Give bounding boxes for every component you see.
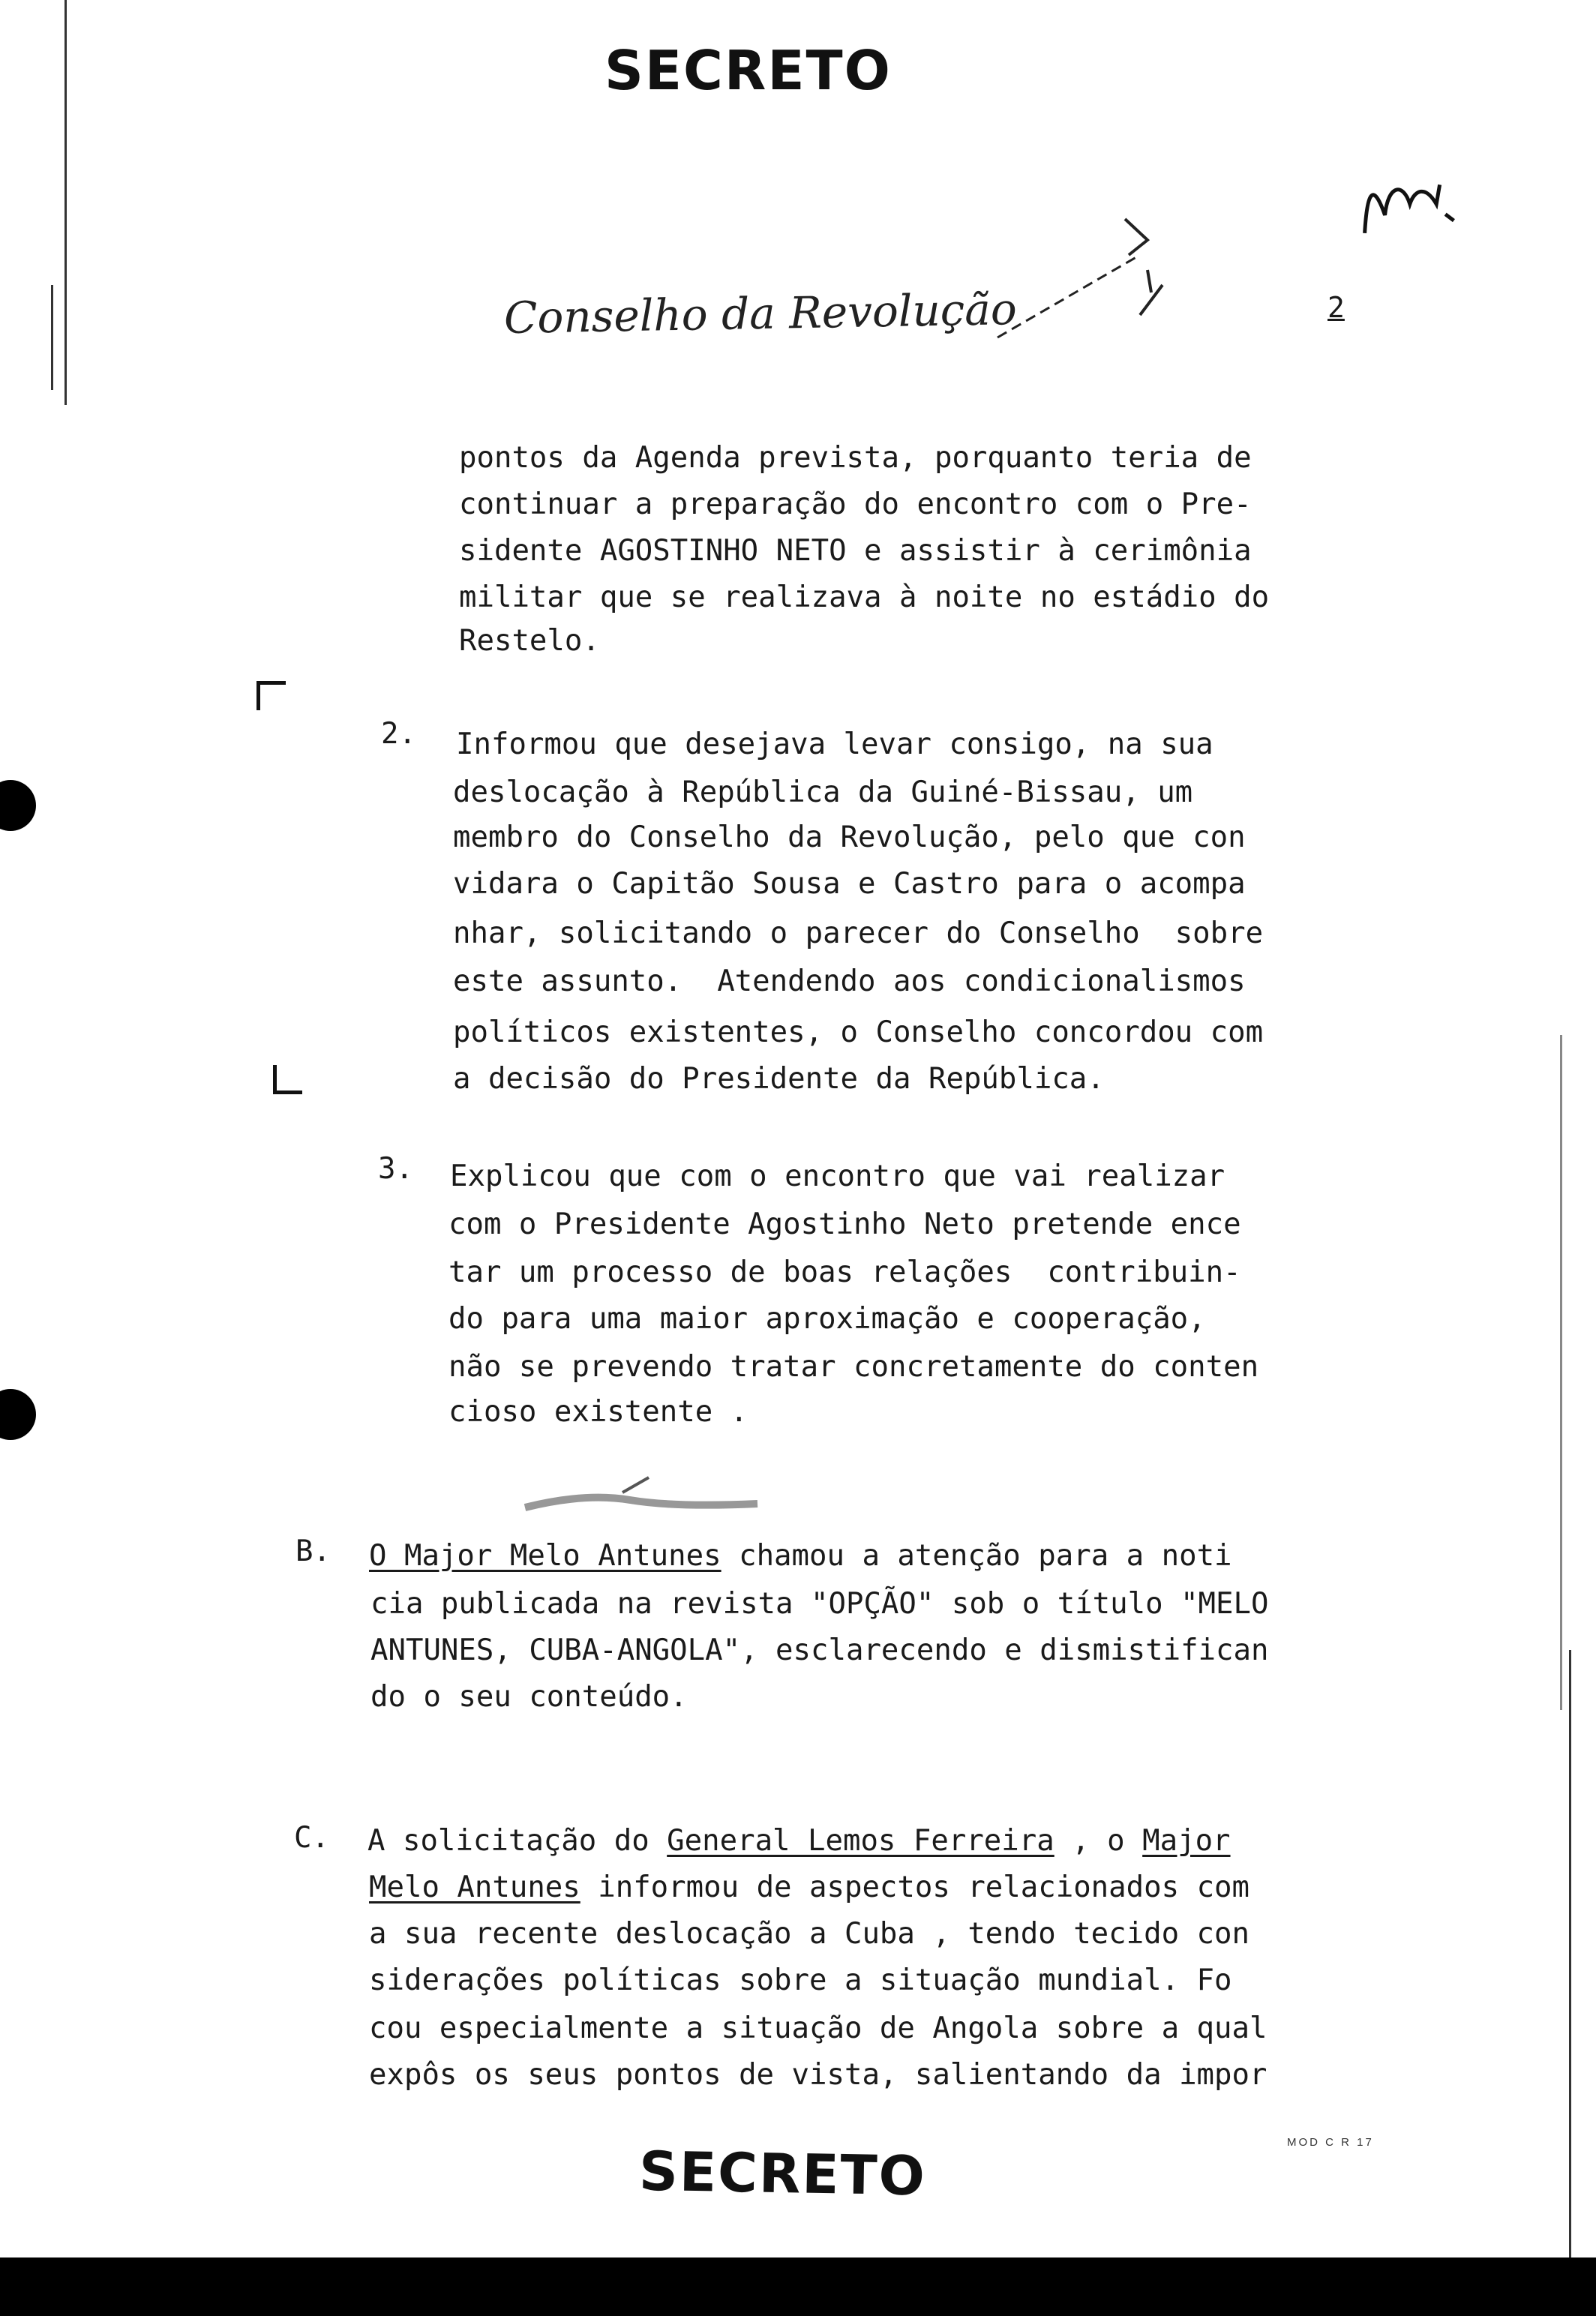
section-letter: B. [296,1534,331,1568]
text-line: do o seu conteúdo. [370,1680,688,1714]
text-span: , o [1054,1824,1143,1858]
text-line: este assunto. Atendendo aos condicionalismos [453,964,1246,998]
text-line: Explicou que com o encontro que vai realizar [450,1160,1226,1193]
text-line: cia publicada na revista "OPÇÃO" sob o título "MELO [370,1587,1269,1621]
ink-smudge [518,1470,772,1522]
text-line: Informou que desejava levar consigo, na sua [456,728,1214,761]
scan-bottom-shadow [0,2258,1596,2316]
margin-bracket [256,681,286,710]
text-line: com o Presidente Agostinho Neto pretende ence [448,1208,1241,1241]
scan-edge-line [1560,1035,1562,1710]
text-line: a sua recente deslocação a Cuba , tendo tecido con [369,1917,1250,1951]
text-line: deslocação à República da Guiné-Bissau, um [453,776,1193,809]
text-line: sidente AGOSTINHO NETO e assistir à cerimônia [459,534,1252,568]
punch-hole [0,1389,36,1440]
text-line: ANTUNES, CUBA-ANGOLA", esclarecendo e dismistifican [370,1634,1269,1667]
text-line: políticos existentes, o Conselho concordou com [453,1016,1264,1049]
text-line: cou especialmente a situação de Angola sobre a qual [369,2012,1268,2045]
scan-edge-line [64,0,67,405]
margin-bracket [273,1065,302,1094]
text-line: vidara o Capitão Sousa e Castro para o acompa [453,867,1246,901]
section-letter: C. [294,1821,329,1855]
text-line: do para uma maior aproximação e cooperação, [448,1302,1206,1336]
text-line: pontos da Agenda prevista, porquanto teria de [459,441,1252,475]
text-line [369,1539,1232,1573]
classification-stamp-top: SECRETO [604,39,892,102]
text-span: informou de aspectos relacionados com [580,1870,1250,1904]
text-line: continuar a preparação do encontro com o Pre- [459,488,1252,521]
text-line: tar um processo de boas relações contribuin- [448,1256,1241,1289]
underlined-name: Melo Antunes [369,1870,580,1904]
text-line [368,1824,1231,1858]
handwritten-initials [1349,159,1473,262]
page-number: 2 [1328,291,1345,324]
text-line: membro do Conselho da Revolução, pelo que con [453,820,1246,854]
handwritten-arrow-mark [990,210,1215,360]
text-line: a decisão do Presidente da República. [453,1062,1105,1096]
form-code: MOD C R 17 [1287,2136,1374,2149]
text-line: nhar, solicitando o parecer do Conselho sobre [453,916,1264,950]
text-line: Restelo. [459,624,600,658]
underlined-name: Major [1142,1824,1231,1858]
item-number: 2. [381,717,416,751]
scan-edge-line [1569,1650,1571,2265]
underlined-name: O Major Melo Antunes [369,1539,722,1573]
punch-hole [0,780,36,831]
text-span: chamou a atenção para a noti [721,1539,1232,1573]
text-line: cioso existente . [448,1395,748,1429]
underlined-name: General Lemos Ferreira [667,1824,1054,1858]
letterhead-title: Conselho da Revolução [503,284,1018,344]
text-span: A solicitação do [368,1824,668,1858]
classification-stamp-bottom: SECRETO [638,2139,927,2208]
text-line [369,1870,1250,1904]
item-number: 3. [378,1152,413,1186]
text-line: expôs os seus pontos de vista, salientando da impor [369,2058,1268,2092]
scan-edge-line [51,285,53,390]
text-line: siderações políticas sobre a situação mundial. Fo [369,1964,1232,1997]
text-line: não se prevendo tratar concretamente do conten [448,1350,1259,1384]
text-line: militar que se realizava à noite no estádio do [459,580,1270,614]
